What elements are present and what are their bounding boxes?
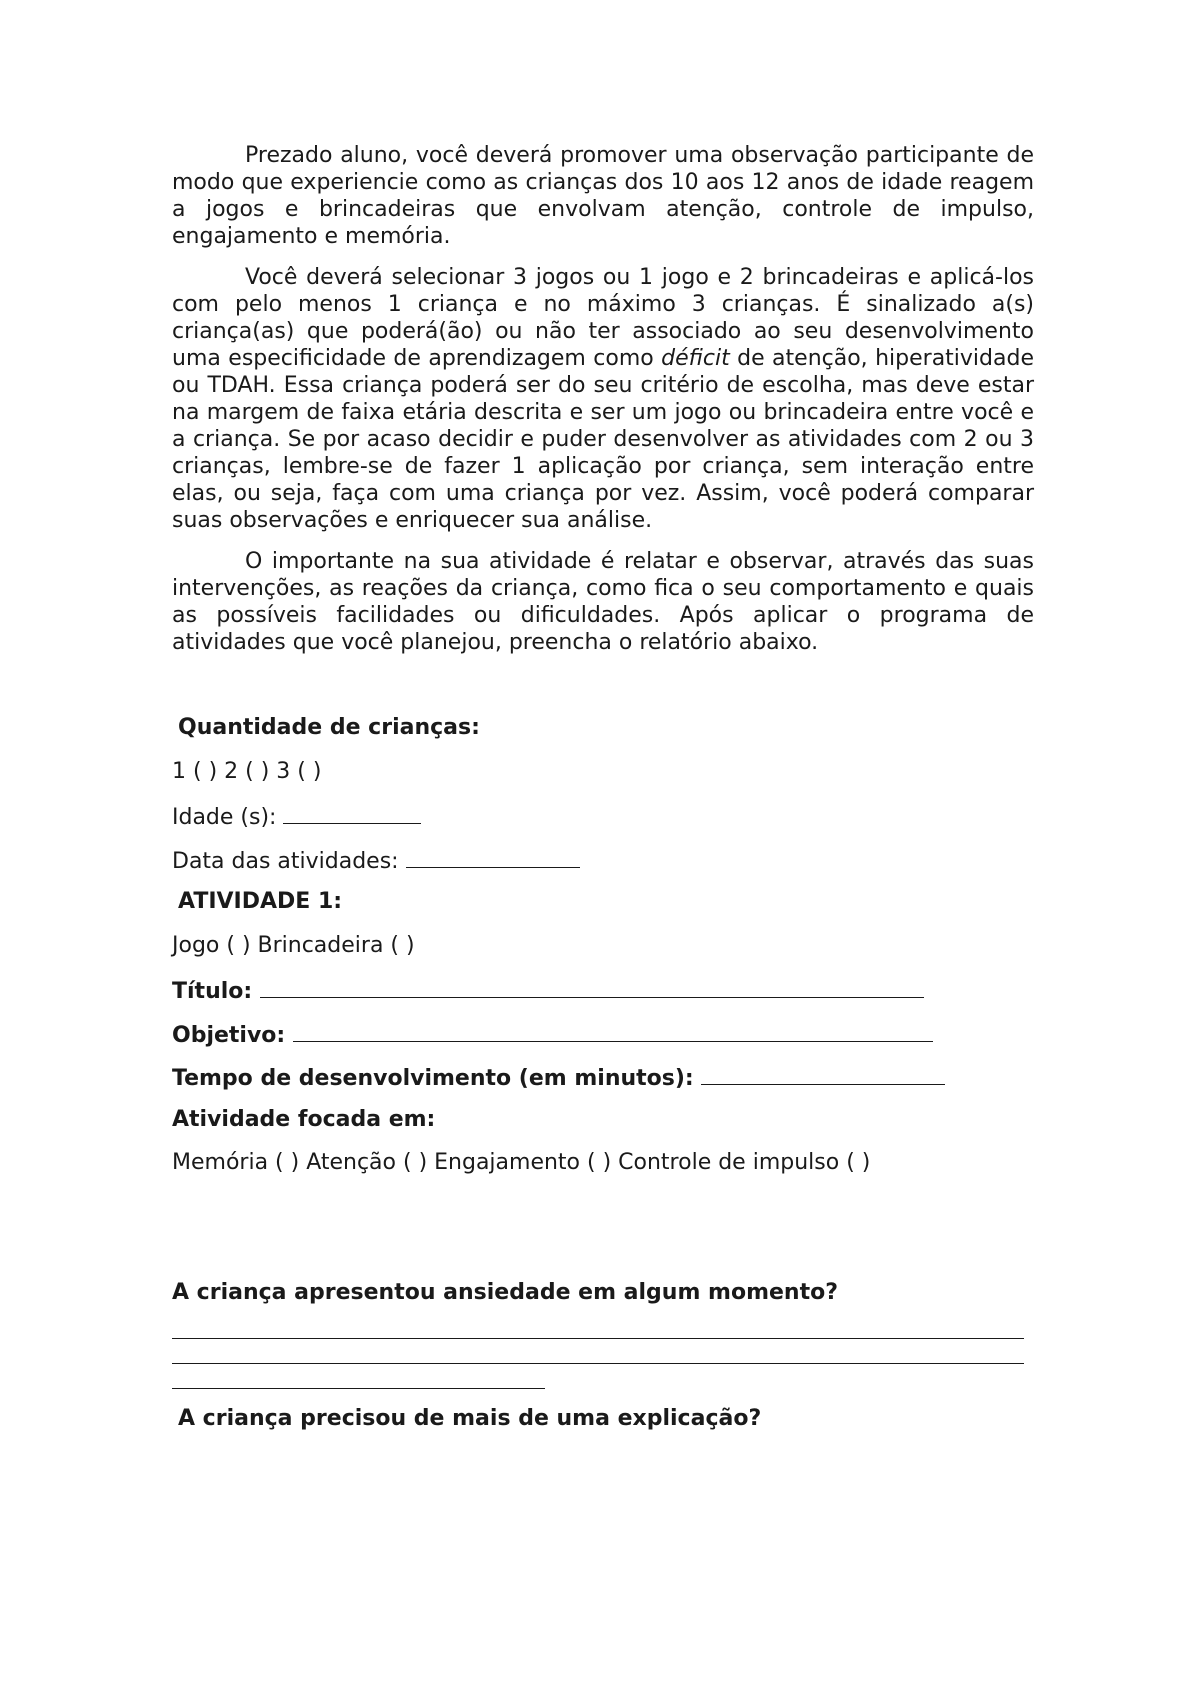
section-spacer	[172, 1193, 1034, 1279]
report-form	[172, 714, 1034, 1432]
date-label: Data das atividades:	[172, 848, 399, 874]
age-row	[172, 801, 1034, 828]
time-label: Tempo de desenvolvimento (em minutos):	[172, 1066, 694, 1091]
answer-line[interactable]	[172, 1314, 1024, 1339]
explanation-question: A criança precisou de mais de uma explicação?	[178, 1406, 762, 1431]
intro-paragraph-3: O importante na sua atividade é relatar e observar, através das suas intervenções, as reações da criança, como fica o seu comportamento e quais as possíveis facilidades ou dificuldades. Após aplicar o programa de atividades que você planejou, preencha o relatório abaixo.	[172, 549, 1034, 655]
date-blank[interactable]	[406, 845, 580, 868]
activity1-heading: ATIVIDADE 1:	[178, 889, 343, 914]
title-blank[interactable]	[260, 975, 924, 998]
age-blank[interactable]	[283, 801, 421, 824]
objective-row	[172, 1019, 1034, 1046]
title-row	[172, 975, 1034, 1002]
objective-blank[interactable]	[293, 1019, 933, 1042]
focus-label: Atividade focada em:	[172, 1106, 436, 1132]
age-label: Idade (s):	[172, 805, 277, 830]
answer-line[interactable]	[172, 1339, 1024, 1364]
deficit-emphasis: déficit	[661, 346, 730, 371]
anxiety-question: A criança apresentou ansiedade em algum momento?	[172, 1279, 838, 1305]
objective-label: Objetivo:	[172, 1022, 286, 1048]
focus-options[interactable]: Memória ( ) Atenção ( ) Engajamento ( ) Controle de impulso ( )	[172, 1150, 871, 1175]
time-blank[interactable]	[701, 1062, 945, 1085]
time-row	[172, 1062, 1034, 1089]
intro-paragraph-1: Prezado aluno, você deverá promover uma observação participante de modo que experiencie como as crianças dos 10 aos 12 anos de idade reagem a jogos e brincadeiras que envolvam atenção, controle de impulso, engajamento e memória.	[172, 143, 1034, 249]
anxiety-answer-lines	[172, 1314, 1034, 1389]
quantity-label: Quantidade de crianças:	[178, 715, 480, 740]
document-content	[172, 142, 1034, 1449]
quantity-options[interactable]: 1 ( ) 2 ( ) 3 ( )	[172, 758, 322, 784]
type-options[interactable]: Jogo ( ) Brincadeira ( )	[172, 932, 415, 958]
title-label: Título:	[172, 979, 253, 1004]
intro-paragraph-2: Você deverá selecionar 3 jogos ou 1 jogo e 2 brincadeiras e aplicá-los com pelo menos 1 criança e no máximo 3 crianças. É sinalizado a(s) criança(as) que poderá(ão) ou não ter associado ao seu desenvolvimento uma especificidade de aprendizagem como déficit de atenção, hiperatividade ou TDAH. Essa criança poderá ser do seu critério de escolha, mas deve estar na margem de faixa etária descrita e ser um jogo ou brincadeira entre você e a criança. Se por acaso decidir e puder desenvolver as atividades com 2 ou 3 crianças, lembre-se de fazer 1 aplicação por criança, sem interação entre elas, ou seja, faça com uma criança por vez. Assim, você poderá comparar suas observações e enriquecer sua análise.	[172, 265, 1034, 533]
answer-line[interactable]	[172, 1364, 545, 1389]
date-row	[172, 845, 1034, 872]
